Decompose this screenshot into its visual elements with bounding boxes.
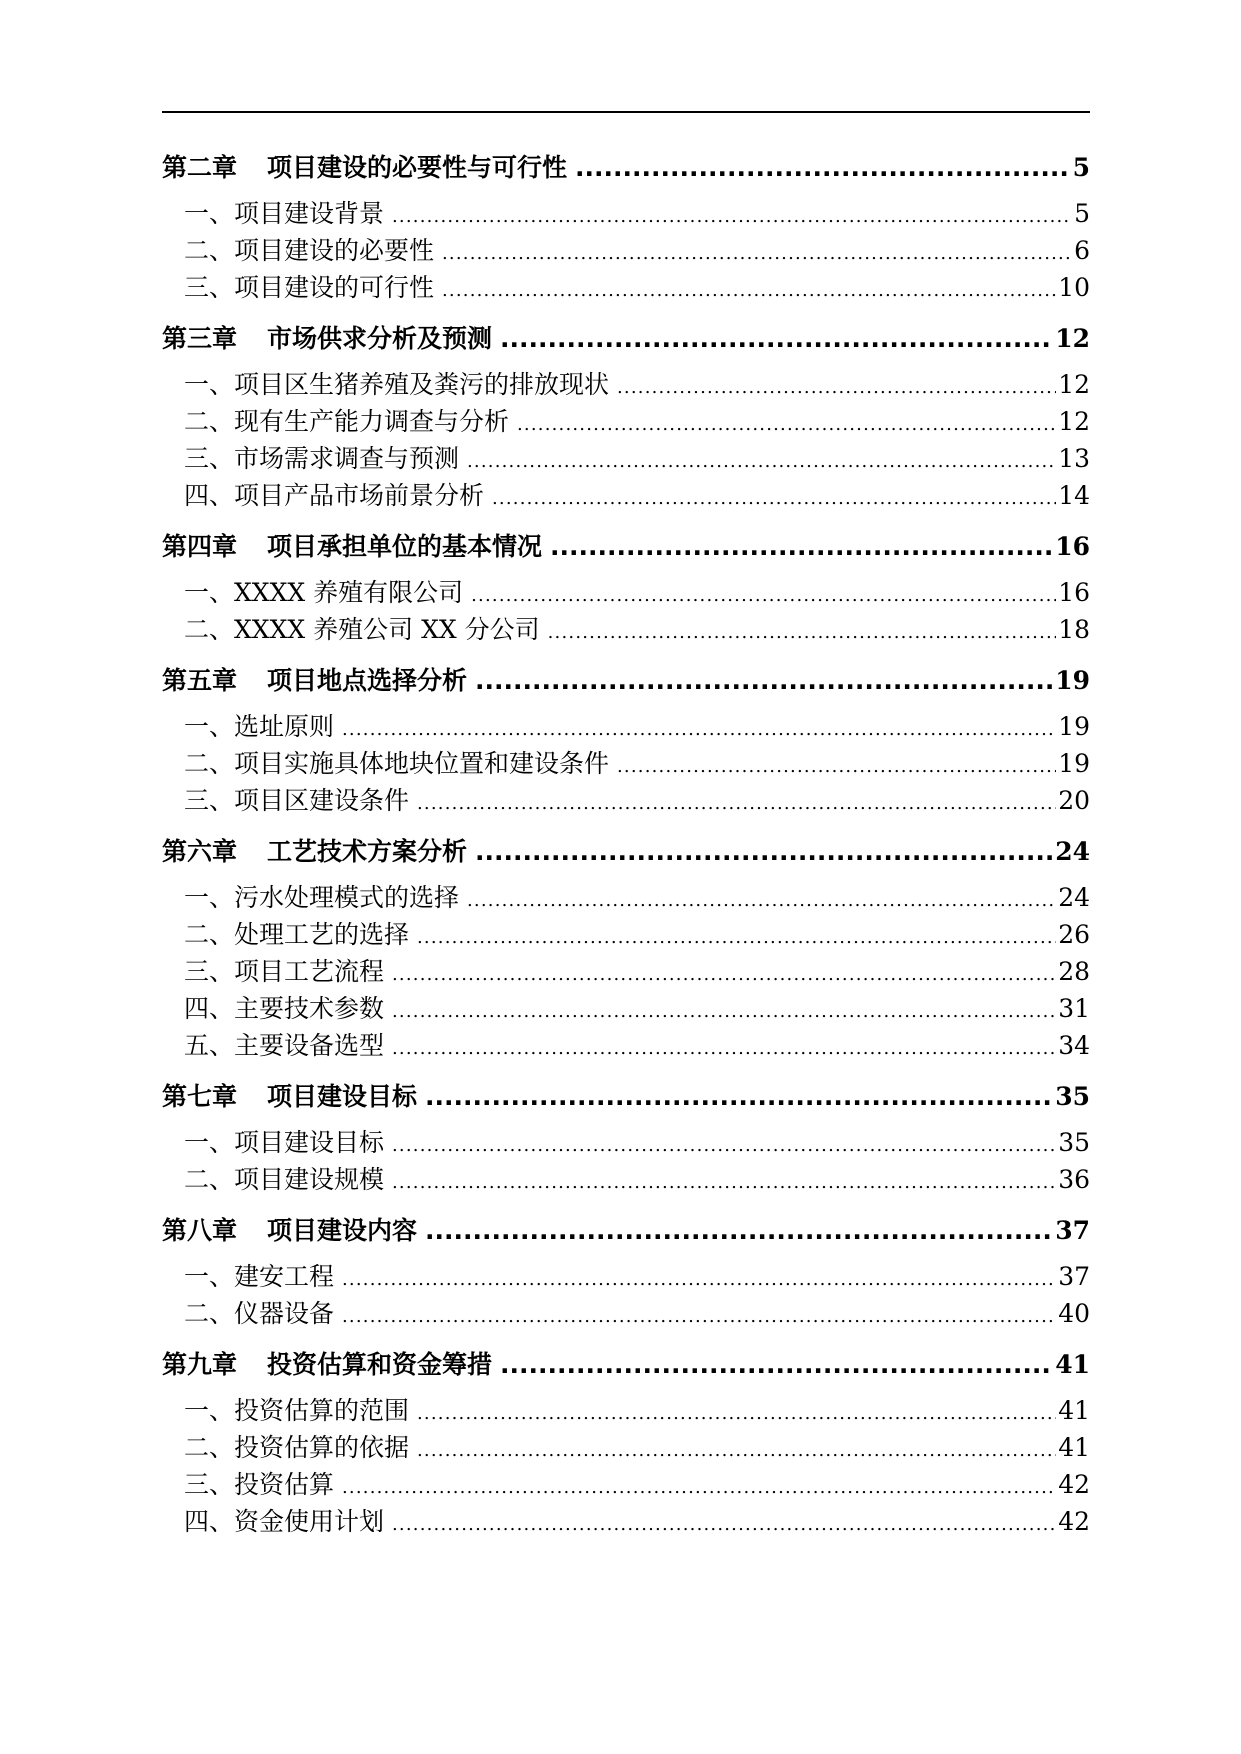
toc-section-entry[interactable] xyxy=(162,1502,1090,1539)
dot-leader xyxy=(417,1433,1056,1462)
dot-leader xyxy=(417,920,1056,949)
dot-leader xyxy=(475,837,1053,866)
section-page-number: 12 xyxy=(1058,407,1090,436)
chapter-page-number: 35 xyxy=(1055,1082,1090,1111)
section-title: 三、项目建设的可行性 xyxy=(184,273,435,302)
toc-section-entry[interactable] xyxy=(162,402,1090,439)
dot-leader xyxy=(548,615,1057,644)
dot-leader xyxy=(467,444,1056,473)
section-page-number: 37 xyxy=(1058,1262,1090,1291)
dot-leader xyxy=(417,786,1056,815)
toc-section-entry[interactable] xyxy=(162,1428,1090,1465)
section-page-number: 36 xyxy=(1058,1165,1090,1194)
dot-leader xyxy=(500,1350,1053,1379)
dot-leader xyxy=(392,199,1072,228)
toc-section-entry[interactable] xyxy=(162,915,1090,952)
section-page-number: 5 xyxy=(1074,199,1090,228)
section-page-number: 19 xyxy=(1058,749,1090,778)
toc-chapter-entry[interactable] xyxy=(162,527,1090,563)
section-title: 二、XXXX 养殖公司 XX 分公司 xyxy=(184,615,540,644)
toc-section-entry[interactable] xyxy=(162,231,1090,268)
chapter-title: 工艺技术方案分析 xyxy=(267,837,468,866)
chapter-page-number: 16 xyxy=(1055,532,1090,561)
chapter-title: 项目地点选择分析 xyxy=(267,666,468,695)
dot-leader xyxy=(575,153,1071,182)
section-title: 二、项目建设规模 xyxy=(184,1165,385,1194)
dot-leader xyxy=(442,273,1056,302)
dot-leader xyxy=(442,236,1072,265)
dot-leader xyxy=(467,883,1056,912)
section-title: 一、项目建设背景 xyxy=(184,199,385,228)
dot-leader xyxy=(392,957,1056,986)
dot-leader xyxy=(417,1396,1056,1425)
dot-leader xyxy=(550,532,1053,561)
section-page-number: 42 xyxy=(1058,1470,1090,1499)
section-title: 四、项目产品市场前景分析 xyxy=(184,481,485,510)
toc-chapter-entry[interactable] xyxy=(162,319,1090,355)
chapter-title: 项目建设的必要性与可行性 xyxy=(267,153,568,182)
dot-leader xyxy=(342,1262,1056,1291)
chapter-title: 项目承担单位的基本情况 xyxy=(267,532,543,561)
toc-section-entry[interactable] xyxy=(162,365,1090,402)
section-title: 二、项目建设的必要性 xyxy=(184,236,435,265)
section-page-number: 20 xyxy=(1058,786,1090,815)
section-page-number: 34 xyxy=(1058,1031,1090,1060)
dot-leader xyxy=(500,324,1053,353)
dot-leader xyxy=(471,578,1056,607)
chapter-page-number: 41 xyxy=(1055,1350,1090,1379)
section-title: 五、主要设备选型 xyxy=(184,1031,385,1060)
toc-chapter-entry[interactable] xyxy=(162,1345,1090,1381)
chapter-number: 第七章 xyxy=(162,1082,238,1111)
section-title: 一、污水处理模式的选择 xyxy=(184,883,460,912)
toc-chapter-entry[interactable] xyxy=(162,1077,1090,1113)
toc-section-entry[interactable] xyxy=(162,707,1090,744)
chapter-heading xyxy=(162,319,492,355)
dot-leader xyxy=(342,1299,1056,1328)
toc-section-entry[interactable] xyxy=(162,1391,1090,1428)
table-of-contents xyxy=(162,148,1090,1539)
chapter-number: 第四章 xyxy=(162,532,238,561)
toc-section-entry[interactable] xyxy=(162,989,1090,1026)
chapter-heading xyxy=(162,832,467,868)
toc-section-entry[interactable] xyxy=(162,1465,1090,1502)
dot-leader xyxy=(392,1031,1056,1060)
section-page-number: 24 xyxy=(1058,883,1090,912)
section-title: 二、投资估算的依据 xyxy=(184,1433,410,1462)
section-page-number: 42 xyxy=(1058,1507,1090,1536)
section-page-number: 28 xyxy=(1058,957,1090,986)
dot-leader xyxy=(517,407,1056,436)
section-page-number: 16 xyxy=(1058,578,1090,607)
section-title: 二、仪器设备 xyxy=(184,1299,335,1328)
dot-leader xyxy=(342,1470,1056,1499)
section-title: 二、现有生产能力调查与分析 xyxy=(184,407,510,436)
chapter-page-number: 12 xyxy=(1055,324,1090,353)
toc-section-entry[interactable] xyxy=(162,1026,1090,1063)
section-page-number: 41 xyxy=(1058,1433,1090,1462)
dot-leader xyxy=(617,370,1056,399)
toc-section-entry[interactable] xyxy=(162,1294,1090,1331)
chapter-page-number: 37 xyxy=(1055,1216,1090,1245)
toc-section-entry[interactable] xyxy=(162,194,1090,231)
dot-leader xyxy=(392,1128,1056,1157)
section-title: 一、项目区生猪养殖及粪污的排放现状 xyxy=(184,370,610,399)
chapter-title: 投资估算和资金筹措 xyxy=(267,1350,493,1379)
chapter-heading xyxy=(162,527,542,563)
chapter-title: 项目建设内容 xyxy=(267,1216,418,1245)
dot-leader xyxy=(392,994,1056,1023)
section-title: 一、建安工程 xyxy=(184,1262,335,1291)
dot-leader xyxy=(342,712,1056,741)
section-title: 一、项目建设目标 xyxy=(184,1128,385,1157)
toc-section-entry[interactable] xyxy=(162,439,1090,476)
toc-chapter-entry[interactable] xyxy=(162,661,1090,697)
chapter-title: 市场供求分析及预测 xyxy=(267,324,493,353)
dot-leader xyxy=(392,1165,1056,1194)
dot-leader xyxy=(492,481,1056,510)
toc-section-entry[interactable] xyxy=(162,1160,1090,1197)
chapter-page-number: 5 xyxy=(1072,153,1090,182)
chapter-number: 第八章 xyxy=(162,1216,238,1245)
dot-leader xyxy=(425,1216,1053,1245)
toc-section-entry[interactable] xyxy=(162,476,1090,513)
section-page-number: 6 xyxy=(1074,236,1090,265)
toc-section-entry[interactable] xyxy=(162,952,1090,989)
chapter-number: 第五章 xyxy=(162,666,238,695)
chapter-heading xyxy=(162,1077,417,1113)
header-rule xyxy=(162,111,1090,113)
chapter-page-number: 24 xyxy=(1055,837,1090,866)
toc-section-entry[interactable] xyxy=(162,1257,1090,1294)
section-title: 一、选址原则 xyxy=(184,712,335,741)
chapter-title: 项目建设目标 xyxy=(267,1082,418,1111)
toc-section-entry[interactable] xyxy=(162,878,1090,915)
chapter-heading xyxy=(162,1211,417,1247)
section-page-number: 13 xyxy=(1058,444,1090,473)
chapter-number: 第六章 xyxy=(162,837,238,866)
chapter-number: 第二章 xyxy=(162,153,238,182)
section-title: 三、市场需求调查与预测 xyxy=(184,444,460,473)
toc-section-entry[interactable] xyxy=(162,268,1090,305)
section-page-number: 10 xyxy=(1058,273,1090,302)
section-title: 四、主要技术参数 xyxy=(184,994,385,1023)
section-title: 四、资金使用计划 xyxy=(184,1507,385,1536)
toc-section-entry[interactable] xyxy=(162,1123,1090,1160)
toc-section-entry[interactable] xyxy=(162,781,1090,818)
chapter-page-number: 19 xyxy=(1055,666,1090,695)
dot-leader xyxy=(425,1082,1053,1111)
section-title: 三、项目区建设条件 xyxy=(184,786,410,815)
chapter-number: 第三章 xyxy=(162,324,238,353)
chapter-heading xyxy=(162,148,567,184)
chapter-heading xyxy=(162,1345,492,1381)
section-title: 二、项目实施具体地块位置和建设条件 xyxy=(184,749,610,778)
section-page-number: 26 xyxy=(1058,920,1090,949)
toc-chapter-entry[interactable] xyxy=(162,148,1090,184)
dot-leader xyxy=(617,749,1056,778)
section-title: 三、项目工艺流程 xyxy=(184,957,385,986)
toc-chapter-entry[interactable] xyxy=(162,1211,1090,1247)
section-page-number: 14 xyxy=(1058,481,1090,510)
section-page-number: 19 xyxy=(1058,712,1090,741)
toc-section-entry[interactable] xyxy=(162,744,1090,781)
dot-leader xyxy=(392,1507,1056,1536)
section-page-number: 40 xyxy=(1058,1299,1090,1328)
toc-section-entry[interactable] xyxy=(162,573,1090,610)
section-page-number: 35 xyxy=(1058,1128,1090,1157)
section-page-number: 31 xyxy=(1058,994,1090,1023)
dot-leader xyxy=(475,666,1053,695)
toc-section-entry[interactable] xyxy=(162,610,1090,647)
chapter-heading xyxy=(162,661,467,697)
section-title: 二、处理工艺的选择 xyxy=(184,920,410,949)
toc-chapter-entry[interactable] xyxy=(162,832,1090,868)
chapter-number: 第九章 xyxy=(162,1350,238,1379)
section-page-number: 12 xyxy=(1058,370,1090,399)
section-title: 一、XXXX 养殖有限公司 xyxy=(184,578,464,607)
section-page-number: 41 xyxy=(1058,1396,1090,1425)
section-page-number: 18 xyxy=(1058,615,1090,644)
section-title: 一、投资估算的范围 xyxy=(184,1396,410,1425)
section-title: 三、投资估算 xyxy=(184,1470,335,1499)
